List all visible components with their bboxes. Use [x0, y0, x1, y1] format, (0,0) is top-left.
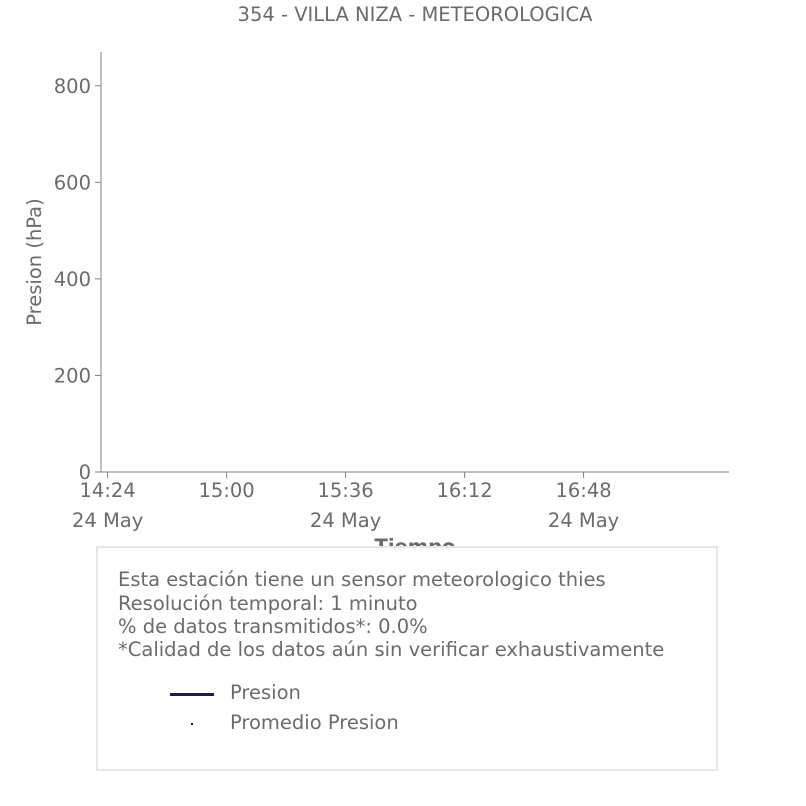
info-sensor-line: Esta estación tiene un sensor meteorologico thies [118, 568, 606, 591]
x-tick-label: 16:12 [436, 479, 493, 502]
legend-line-marker [170, 693, 214, 696]
y-tick-label: 600 [53, 171, 91, 195]
y-tick-label: 0 [78, 461, 91, 484]
y-tick-label: 200 [53, 364, 91, 388]
x-tick-date-label: 24 May [309, 509, 382, 532]
x-axis-ticks [72, 472, 619, 532]
y-tick-label: 400 [53, 267, 91, 291]
info-resolution-line: Resolución temporal: 1 minuto [118, 592, 418, 615]
legend-box [96, 546, 718, 771]
y-tick-label: 800 [53, 74, 91, 98]
x-tick-date-label: 24 May [71, 509, 144, 532]
legend-item-promedio-presion [170, 711, 570, 737]
legend-label: Promedio Presion [230, 711, 399, 734]
x-tick-label: 16:48 [555, 479, 612, 502]
x-tick-date-label: 24 May [547, 509, 620, 532]
y-axis-label: Presion (hPa) [23, 198, 46, 326]
y-axis-ticks [54, 75, 101, 484]
legend-dot-marker [191, 723, 193, 725]
x-tick-label: 15:36 [317, 479, 374, 502]
chart-title: 354 - VILLA NIZA - METEOROLOGICA [237, 3, 593, 26]
legend-label: Presion [230, 681, 301, 704]
legend-item-presion [170, 681, 570, 707]
info-transmitted-line: % de datos transmitidos*: 0.0% [118, 615, 428, 638]
x-tick-label: 14:24 [79, 479, 136, 502]
x-tick-label: 15:00 [198, 479, 255, 502]
info-quality-note: *Calidad de los datos aún sin verificar exhaustivamente [118, 638, 665, 661]
